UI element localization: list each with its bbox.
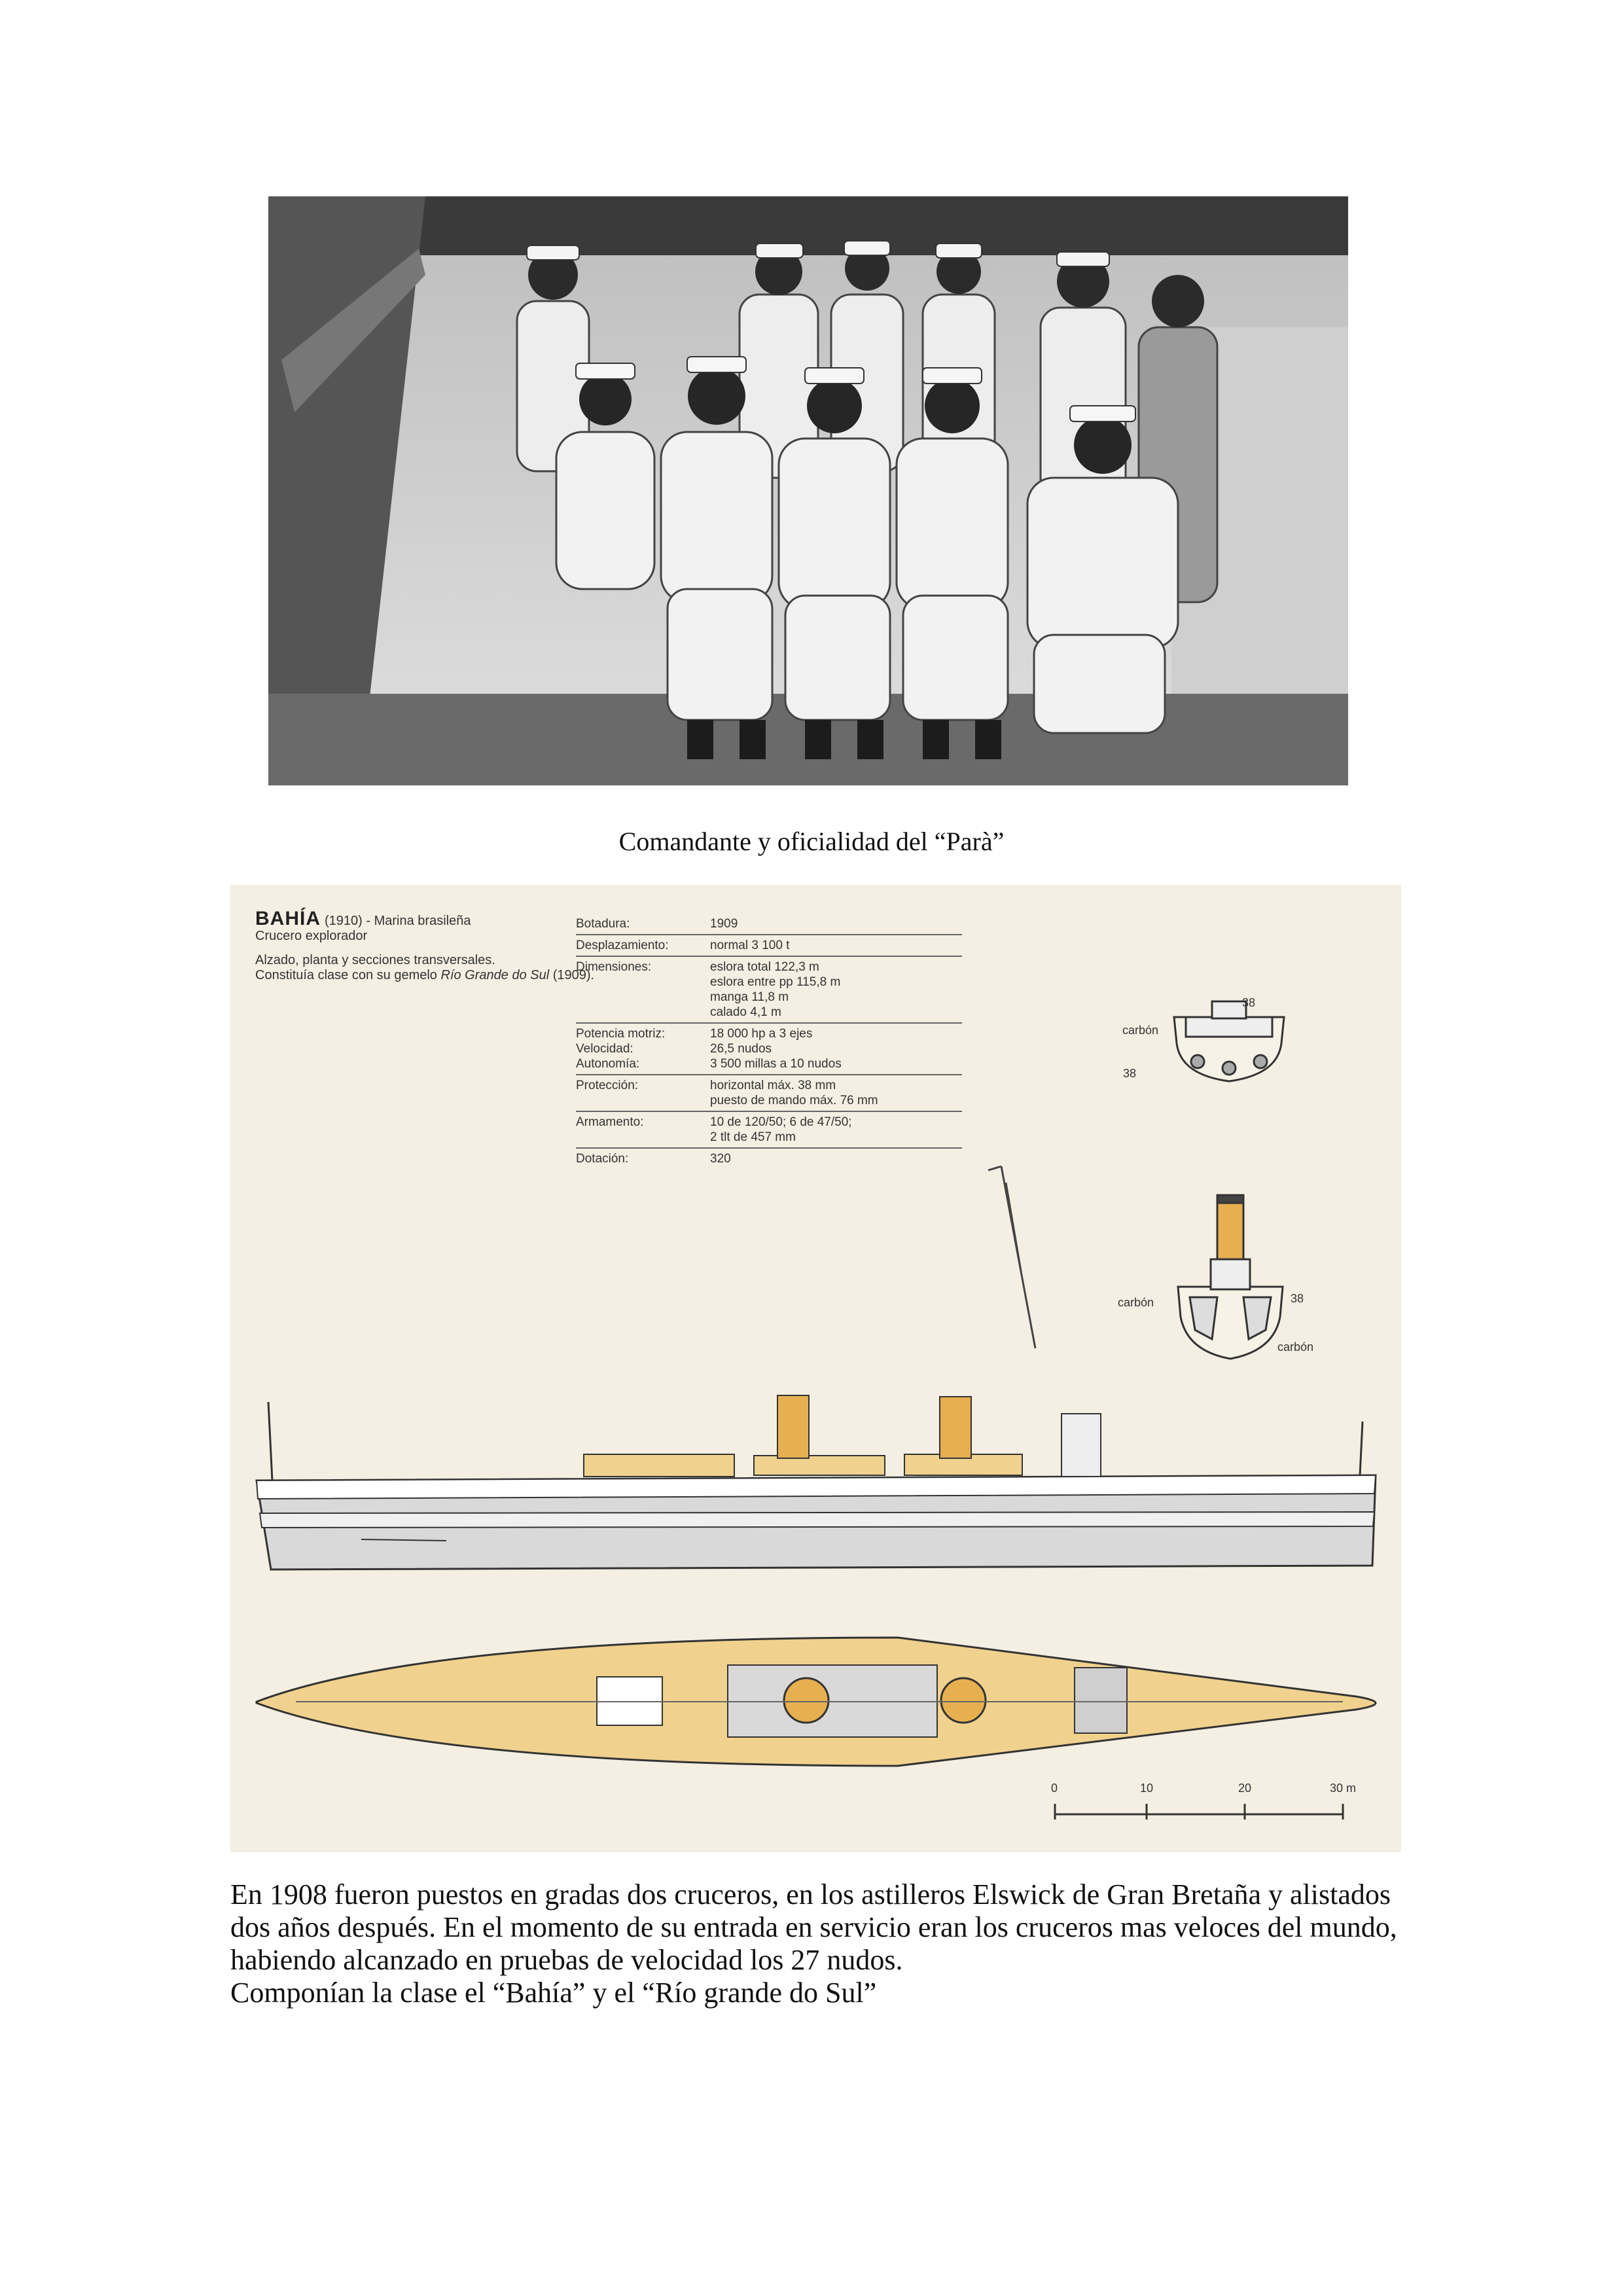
body-text (230, 1878, 1402, 2009)
spec-row: Armamento: 10 de 120/50; 6 de 47/50; 2 tlt de 457 mm (576, 1112, 962, 1149)
paragraph: En 1908 fueron puestos en gradas dos cruceros, en los astilleros Elswick de Gran Bretaña y alistados dos años después. En el momento de su entrada en servicio eran los cruceros mas veloces del mundo, habiendo alcanzado en pruebas de velocidad los 27 nudos. (230, 1878, 1397, 1976)
spec-row: Dimensiones: eslora total 122,3 m eslora entre pp 115,8 m manga 11,8 m calado 4,1 m (576, 957, 962, 1024)
spec-row: Dotación: 320 (576, 1152, 731, 1166)
ship-type: Crucero explorador (255, 929, 368, 943)
scale-label: 30 m (1330, 1782, 1357, 1795)
cross-section-lower (1178, 1195, 1283, 1359)
scale-label: 0 (1051, 1782, 1058, 1795)
spec-row: Protección: horizontal máx. 38 mm puesto de mando máx. 76 mm (576, 1075, 962, 1112)
side-elevation (257, 1395, 1376, 1570)
ship-name: BAHÍA (255, 908, 321, 929)
scale-bar (1055, 1804, 1343, 1820)
crane-mast (988, 1166, 1035, 1348)
spec-row: Potencia motriz: Velocidad: Autonomía: 18 000 hp a 3 ejes 26,5 nudos 3 500 millas a 10 nudos (576, 1024, 962, 1075)
officers-photo (268, 196, 1348, 785)
section-label: carbón (1118, 1296, 1154, 1309)
ship-plate (230, 885, 1401, 1852)
plan-view (257, 1638, 1376, 1766)
section-label: carbón (1122, 1024, 1159, 1037)
section-label: 38 (1242, 996, 1256, 1009)
scale-label: 10 (1140, 1782, 1154, 1795)
spec-row: Botadura: 1909 (576, 914, 962, 935)
ship-year: (1910) (325, 914, 363, 928)
photo-caption: Comandante y oficialidad del “Parà” (618, 827, 1005, 856)
spec-row: Desplazamiento: normal 3 100 t (576, 935, 962, 957)
cross-section-upper (1174, 1001, 1284, 1081)
ship-navy: - Marina brasileña (366, 914, 471, 928)
scale-label: 20 (1238, 1782, 1252, 1795)
plate-desc-2: Constituía clase con su gemelo Río Grande do Sul (1909). (255, 968, 595, 982)
plate-desc-1: Alzado, planta y secciones transversales. (255, 953, 495, 967)
spec-table (576, 914, 962, 1169)
section-label: 38 (1123, 1067, 1137, 1080)
officers-photo-image (268, 196, 1348, 785)
paragraph: Componían la clase el “Bahía” y el “Río grande do Sul” (230, 1977, 877, 2009)
section-label: 38 (1291, 1292, 1304, 1305)
plate-header (255, 908, 595, 983)
section-label: carbón (1277, 1340, 1314, 1354)
